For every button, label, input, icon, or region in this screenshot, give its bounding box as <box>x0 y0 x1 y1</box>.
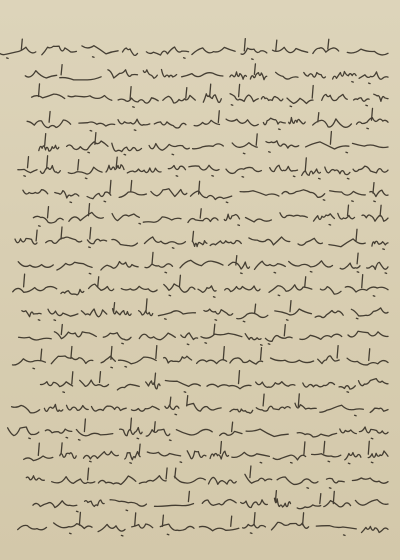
manuscript-line <box>30 131 386 155</box>
manuscript-line <box>30 441 386 465</box>
manuscript-line <box>30 298 386 322</box>
manuscript-line <box>30 369 386 393</box>
manuscript-line <box>30 203 386 227</box>
manuscript-line <box>30 107 386 131</box>
manuscript-line <box>30 345 386 369</box>
manuscript-line <box>30 84 386 108</box>
manuscript-line <box>30 393 386 417</box>
manuscript-line <box>30 226 386 250</box>
manuscript-line <box>30 179 386 203</box>
manuscript-line <box>30 417 386 441</box>
manuscript-line <box>30 464 386 488</box>
manuscript-line <box>30 488 386 512</box>
manuscript-line <box>30 155 386 179</box>
manuscript-line <box>30 274 386 298</box>
manuscript-line <box>30 36 386 60</box>
manuscript-line <box>30 250 386 274</box>
manuscript-text <box>30 36 386 544</box>
manuscript-line <box>30 60 386 84</box>
manuscript-line <box>30 512 386 536</box>
manuscript-line <box>30 322 386 346</box>
